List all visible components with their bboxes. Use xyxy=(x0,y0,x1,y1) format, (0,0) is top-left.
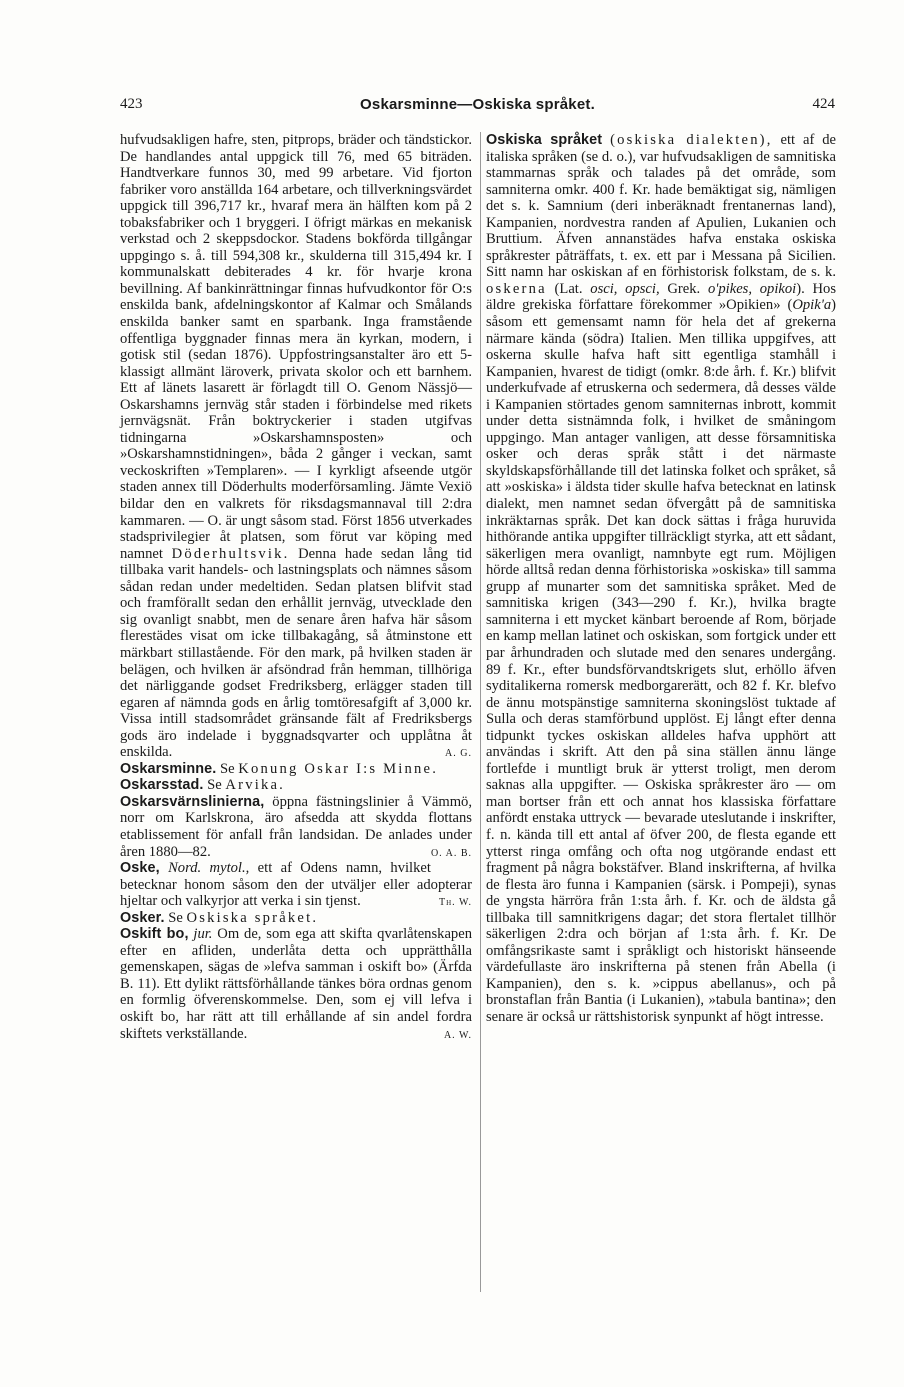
headword-variant: (oskiska dialekten), xyxy=(610,132,773,148)
page-number-right: 424 xyxy=(812,96,835,112)
entry-headword: Oskarsminne. xyxy=(120,760,217,777)
entry-headword: Oske, xyxy=(120,860,160,877)
entry-osker xyxy=(120,910,472,927)
cross-reference: Oskiska språket. xyxy=(186,909,319,926)
entry-body: ). Hos äldre grekiska författare förekommer »Opikien» ( xyxy=(486,280,836,314)
entry-oske xyxy=(120,860,472,910)
subject-label: Nord. mytol., xyxy=(168,860,250,877)
page-number-left: 423 xyxy=(120,96,143,112)
entry-headword: Oskiska språket xyxy=(486,132,603,148)
running-title: Oskarsminne—Oskiska språket. xyxy=(360,96,595,113)
spaced-name: Döderhultsvik. xyxy=(171,545,290,562)
author-signature: O. A. B. xyxy=(430,847,472,859)
entry-oskarsvarnslinierna xyxy=(120,794,472,860)
entry-body: Om de, som ega att skifta qvarlåtenskapen efter en afliden, underlåta detta och upprätthålla gemenskapen, sägas de »lefva samman i oskift bo» (Ärfda B. 11). Ett dylikt rättsförhållande tänkes böra ordnas genom en formlig öfverenskommelse. Den, som ej vill lefva i oskift bo, har rätt att till erhållande af sin andel fordra skiftets verkställande. xyxy=(120,926,472,1042)
right-column xyxy=(486,132,836,1292)
spaced-term: oskerna xyxy=(486,280,547,297)
entry-body: hufvudsakligen hafre, sten, pitprops, bräder och tändstickor. De handlandes antal uppgick till 76, med 65 biträden. Handtverkare funnos 30, med 99 arbetare. Vid fjorton fabriker voro anställda 164 arbetare, och tillverkningsvärdet uppgick till 396,717 kr., hvaraf mera än hälften kom på 2 tobaksfabriker och 1 bryggeri. I öfrigt märkas en mekanisk verkstad och 2 skeppsdockor. Stadens bokförda tillgångar uppgingo s. å. till 594,308 kr., skulderna till 315,494 kr. I kommunalskatt debiterades 4 kr. för hvarje krona bevillning. Af bankinrättningar finnas hufvudkontor för O:s enskilda bank, afdelningskontor af Kalmar och Smålands enskilda banker samt en sparbank. Inga framstående offentliga byggnader finnas mera än kyrkan, modern, i gotisk stil (sedan 1876). Uppfostringsanstalter äro ett 5-klassigt allmänt läroverk, privata skolor och ett barnhem. Ett af länets lasarett är förlagdt till O. Genom Nässjö—Oskarshamns jernväg står staden i förbindelse med rikets jernvägsnät. Från boktryckerier i staden utgifvas tidningarna »Oskarshamnsposten» och »Oskarshamnstidningen», båda 2 gånger i veckan, samt veckoskriften »Templaren». — I kyrkligt afseende utgör staden annex till Döderhults moderförsamling. Jämte Vexiö bildar den en valkrets för riksdagsmannaval till 2:dra kammaren. — O. är ungt såsom stad. Först 1856 utverkades stadsprivilegier åt platsen, som förut var köping med namnet xyxy=(120,132,472,562)
entry-body: ett af de italiska språken (se d. o.), var hufvudsakligen de samnitiska stammarnas språk och talades på det område, som samniterna omkr. 400 f. Kr. hade bemäktigat sig, nämligen det s. k. Samnium (deri inberäknadt frentanernas land), Kampanien, nordvestra randen af Apulien, Lukanien och Bruttium. Äfven annanstädes hafva enstaka oskiska språkrester påträffats, t. ex. ett par i Messana på Sicilien. Sitt namn har oskiskan af en förhistorisk folkstam, de s. k. xyxy=(486,132,837,281)
entry-body: (Lat. xyxy=(554,280,583,297)
entry-headword: Oskarsvärnslinierna, xyxy=(120,793,265,810)
entry-body: ) såsom ett gemensamt namn för hela det af grekerna närmare kända (södra) Italien. Men tillika uppgifves, att oskerna skulle hafva haft sitt egentliga stamhåll i Kampanien, hvarest de tidigt (omkr. 8:de årh. f. Kr.) blifvit underkufvade af etruskerna och sedermera, då desses välde i Kampanien störtades genom samniternas inbrott, kommit under detta sistnämnda folk, i hvilket de småningom uppgingo. Man antager vanligen, att desse församnitiska osker och deras språk stått i det närmaste skyldskapsförhållande till det latinska folket och språket, så att »oskiska» i äldsta tider skulle hafva betecknat en latinsk dialekt, men namnet sedan öfvergått på de samnitiska inkräktarnas språk. Det kan dock sättas i fråga huruvida hithörande antika uppgifter tillräckligt styrka, att ett sådant, säkerligen mera ovanligt, namnbyte egt rum. Möjligen hörde alltså redan denna förhistoriska »oskiska» till samma grupp af munarter som det samnitiska språket. Med de samnitiska krigen (343—290 f. Kr.), hvilka bragte samniterna i ett mycket känbart beroende af Rom, började en kamp mellan latinet och oskiskan, som fortgick under ett par århundraden och slutade med den senares undergång. 89 f. Kr., efter bundsförvandtskrigets slut, erhöllo äfven syditalikerna romersk medborgarerätt, och 82 f. Kr. blefvo de ännu motspänstige samniterna skoningslöst tuktade af Sulla och deras stamförbund upplöst. Ej långt efter denna tidpunkt tyckes oskiskan alldeles hafva upphört att användas i skrift. Att den på sina ställen ännu länge fortlefde i muntligt bruk är ytterst troligt, men derom saknas alla uppgifter. — Oskiska språkrester äro — om man bortser från ett och annat hos klassiska författare anfördt enstaka uttryck — bevarade uteslutande i inskrifter, f. n. kända till ett antal af öfver 200, de flesta egande ett ytterst ringa omfång och ofta nog utgörande endast ett fragment på några bokstäfver. Bland inskrifterna, af hvilka de flesta äro funna i Kampanien (särsk. i Pompeji), synas de yngsta härröra från 1:sta årh. f. Kr. och de äldsta gå tillbaka till samnitkrigens dagar; det stora flertalet tillhör säkerligen 2:dra och början af 1:sta årh. f. Kr. De omfångsrikaste samt i språkligt och historiskt hänseende värdefullaste äro inskrifterna på stenen från Abella (i Kampanien), den s. k. »cippus abellanus», och på bronstaflan från Bantia (i Lukanien), »tabula bantina»; den senare är också ur rättshistorisk synpunkt af högt intresse. xyxy=(486,297,836,1025)
author-signature: A. W. xyxy=(443,1029,472,1041)
latin-term: osci, opsci, xyxy=(590,280,660,297)
entry-headword: Oskarsstad. xyxy=(120,777,204,794)
entry-body: Grek. xyxy=(667,280,701,297)
cross-reference: Konung Oskar I:s Minne. xyxy=(238,760,439,777)
entry-continuation xyxy=(120,132,472,761)
entry-body: Denna hade sedan lång tid tillbaka varit handels- och lastningsplats och nämnes såsom sådan redan under medeltiden. Sedan platsen blifvit stad och framförallt sedan den erhållit jernväg, utvecklade den sig ovanligt snabbt, men de senare åren hafva här såsom flerestädes visat om icke tillbakagång, så åtminstone ett märkbart stillastående. För den mark, på hvilken staden är belägen, och hvilken är afsöndrad från hemman, tillhöriga det närliggande godset Fredriksberg, erlägger staden till egaren af nämnda gods en årlig tomtöresafgift af 3,000 kr. Vissa intill stadsområdet gränsande fält af Fredriksbergs gods äro indelade i byggnadsqvarter och upplåtna åt enskilda. xyxy=(120,545,472,761)
entry-headword: Oskift bo, xyxy=(120,926,189,943)
cross-reference: Arvika. xyxy=(225,777,285,794)
column-divider xyxy=(480,132,481,1292)
subject-label: jur. xyxy=(193,926,213,943)
entry-oskift-bo xyxy=(120,926,472,1042)
left-column xyxy=(120,132,472,1292)
entry-oskiska-spraket xyxy=(486,132,836,1026)
author-signature: Th. W. xyxy=(438,897,472,909)
greek-term: o'pikes, opikoi xyxy=(707,280,797,297)
author-signature: A. G. xyxy=(445,748,472,760)
entry-oskarsstad xyxy=(120,777,472,794)
greek-term: Opik'a xyxy=(792,297,832,314)
cross-ref-prefix: Se xyxy=(168,909,183,926)
page-header xyxy=(120,96,835,120)
cross-ref-prefix: Se xyxy=(220,760,235,777)
entry-body: ett af Odens namn, hvilket betecknar honom såsom den der utväljer eller adopterar hjeltar och valkyrjor att verka i sin tjenst. xyxy=(120,860,472,910)
entry-body: öppna fästningslinier å Vämmö, norr om Karlskrona, äro afsedda att skydda flottans etablissement för anfall från landsidan. De anlades under åren 1880—82. xyxy=(120,793,472,860)
entry-oskarsminne xyxy=(120,761,472,778)
cross-ref-prefix: Se xyxy=(207,777,222,794)
entry-headword: Osker. xyxy=(120,909,165,926)
